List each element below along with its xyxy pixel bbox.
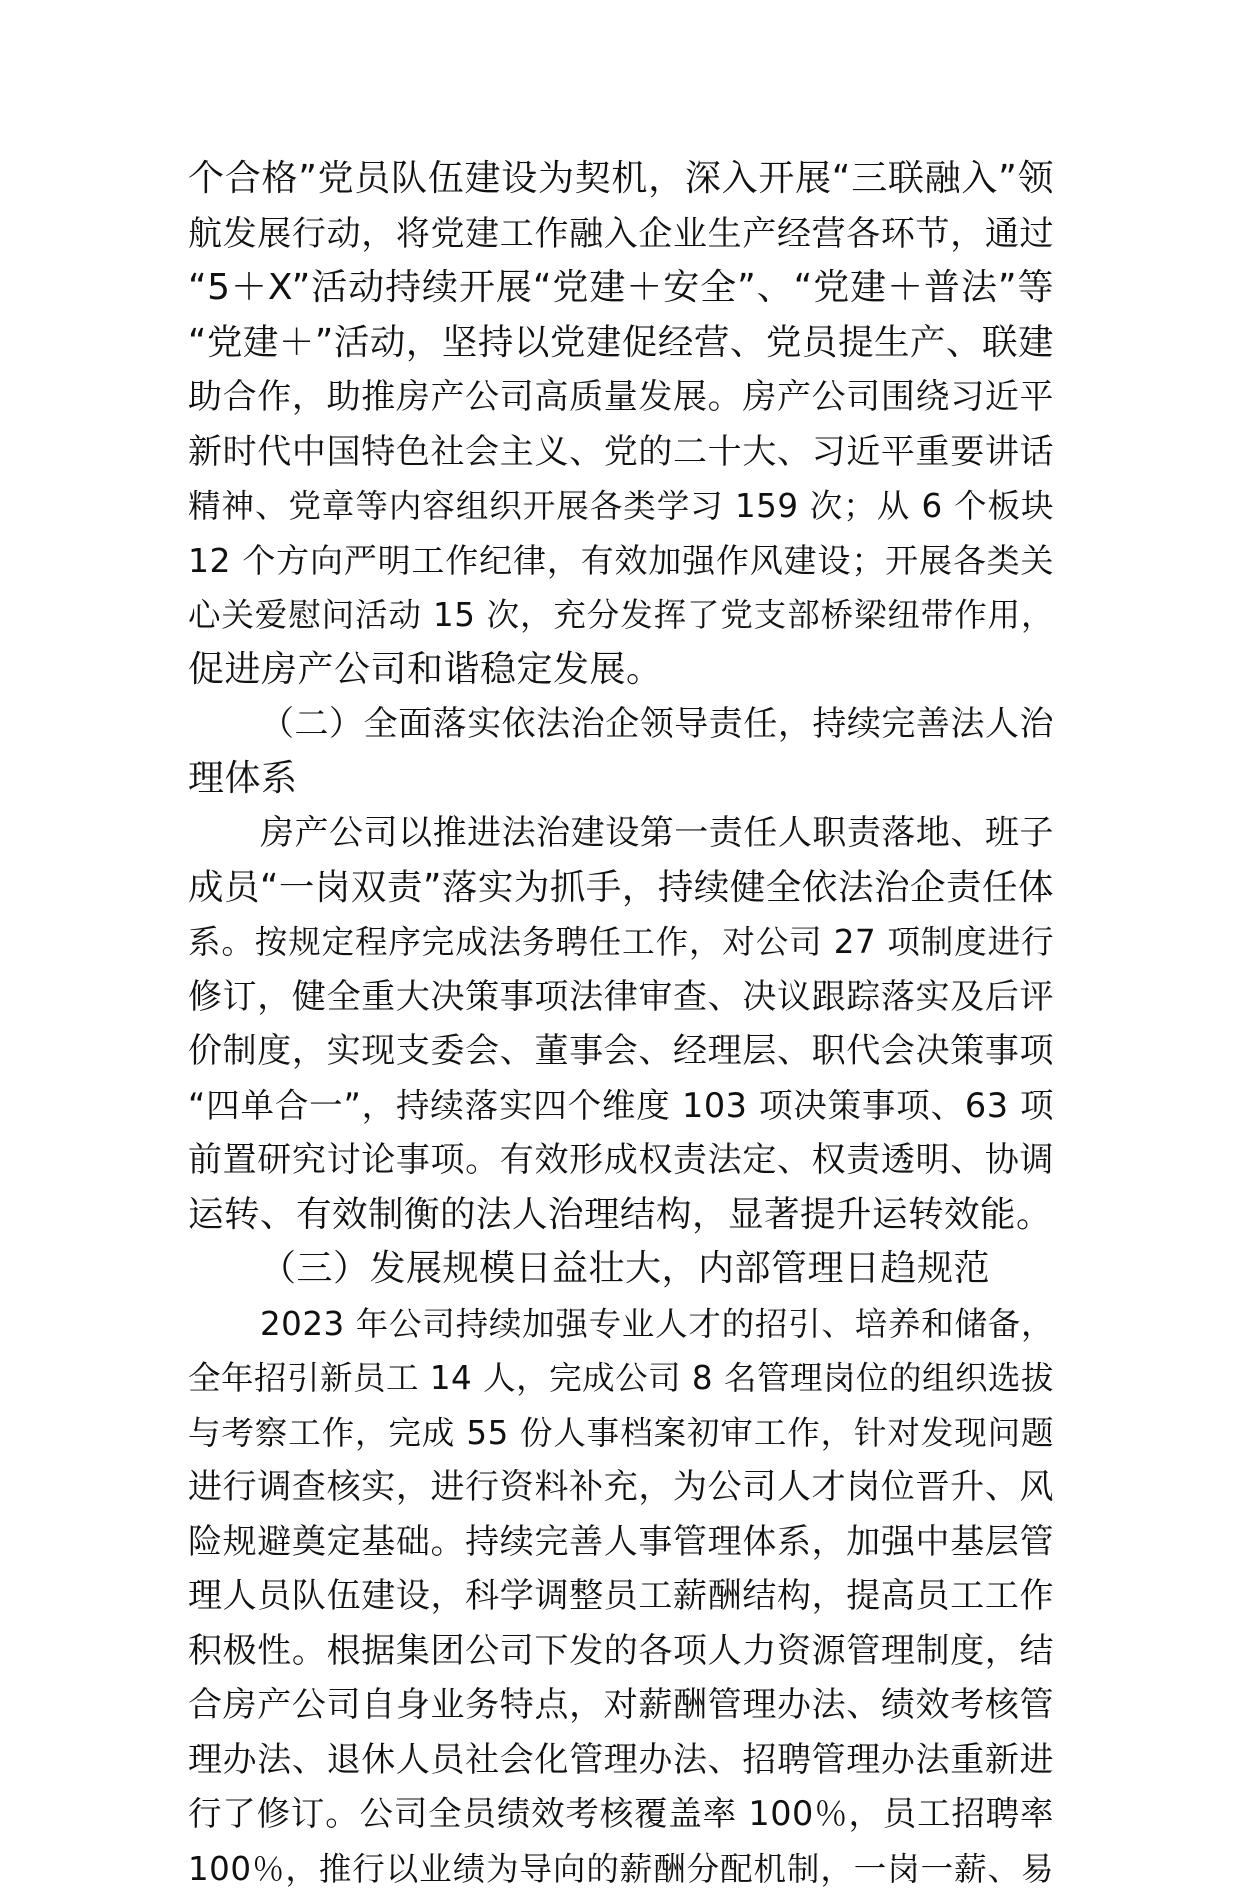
text-line: 运转、有效制衡的法人治理结构，显著提升运转效能。 [188, 1188, 1054, 1243]
text-line: 与考察工作，完成 55 份人事档案初审工作，针对发现问题 [188, 1406, 1054, 1461]
text-line: 航发展行动，将党建工作融入企业生产经营各环节，通过 [188, 207, 1054, 262]
text-line: 新时代中国特色社会主义、党的二十大、习近平重要讲话 [188, 425, 1054, 480]
text-line: 成员“一岗双责”落实为抓手，持续健全依法治企责任体 [188, 861, 1054, 916]
text-line: 100％，推行以业绩为导向的薪酬分配机制，一岗一薪、易 [188, 1842, 1054, 1896]
paragraph-start: 2023 年公司持续加强专业人才的招引、培养和储备， [188, 1297, 1054, 1352]
text-line: “5＋X”活动持续开展“党建＋安全”、“党建＋普法”等 [188, 261, 1054, 316]
section-heading-2-cont: 理体系 [188, 752, 1054, 807]
text-line: “四单合一”，持续落实四个维度 103 项决策事项、63 项 [188, 1079, 1054, 1134]
section-heading-3: （三）发展规模日益壮大，内部管理日趋规范 [188, 1242, 1054, 1297]
text-line: 系。按规定程序完成法务聘任工作，对公司 27 项制度进行 [188, 915, 1054, 970]
text-line: 精神、党章等内容组织开展各类学习 159 次；从 6 个板块 [188, 479, 1054, 534]
text-line: 个合格”党员队伍建设为契机，深入开展“三联融入”领 [188, 152, 1054, 207]
text-line: 进行调查核实，进行资料补充，为公司人才岗位晋升、风 [188, 1460, 1054, 1515]
text-line: 助合作，助推房产公司高质量发展。房产公司围绕习近平 [188, 370, 1054, 425]
text-line: 修订，健全重大决策事项法律审查、决议跟踪落实及后评 [188, 970, 1054, 1025]
text-line: “党建＋”活动，坚持以党建促经营、党员提生产、联建 [188, 316, 1054, 371]
section-heading-2: （二）全面落实依法治企领导责任，持续完善法人治 [188, 697, 1054, 752]
text-line: 行了修订。公司全员绩效考核覆盖率 100％，员工招聘率 [188, 1787, 1054, 1842]
text-line: 促进房产公司和谐稳定发展。 [188, 643, 1054, 698]
paragraph-start: 房产公司以推进法治建设第一责任人职责落地、班子 [188, 806, 1054, 861]
text-line: 心关爱慰问活动 15 次，充分发挥了党支部桥梁纽带作用， [188, 588, 1054, 643]
text-line: 理办法、退休人员社会化管理办法、招聘管理办法重新进 [188, 1733, 1054, 1788]
text-line: 12 个方向严明工作纪律，有效加强作风建设；开展各类关 [188, 534, 1054, 589]
text-line: 价制度，实现支委会、董事会、经理层、职代会决策事项 [188, 1024, 1054, 1079]
text-line: 积极性。根据集团公司下发的各项人力资源管理制度，结 [188, 1624, 1054, 1679]
text-line: 险规避奠定基础。持续完善人事管理体系，加强中基层管 [188, 1515, 1054, 1570]
text-line: 合房产公司自身业务特点，对薪酬管理办法、绩效考核管 [188, 1678, 1054, 1733]
text-line: 理人员队伍建设，科学调整员工薪酬结构，提高员工工作 [188, 1569, 1054, 1624]
body-text [188, 152, 1054, 1896]
text-line: 全年招引新员工 14 人，完成公司 8 名管理岗位的组织选拔 [188, 1351, 1054, 1406]
text-line: 前置研究讨论事项。有效形成权责法定、权责透明、协调 [188, 1133, 1054, 1188]
